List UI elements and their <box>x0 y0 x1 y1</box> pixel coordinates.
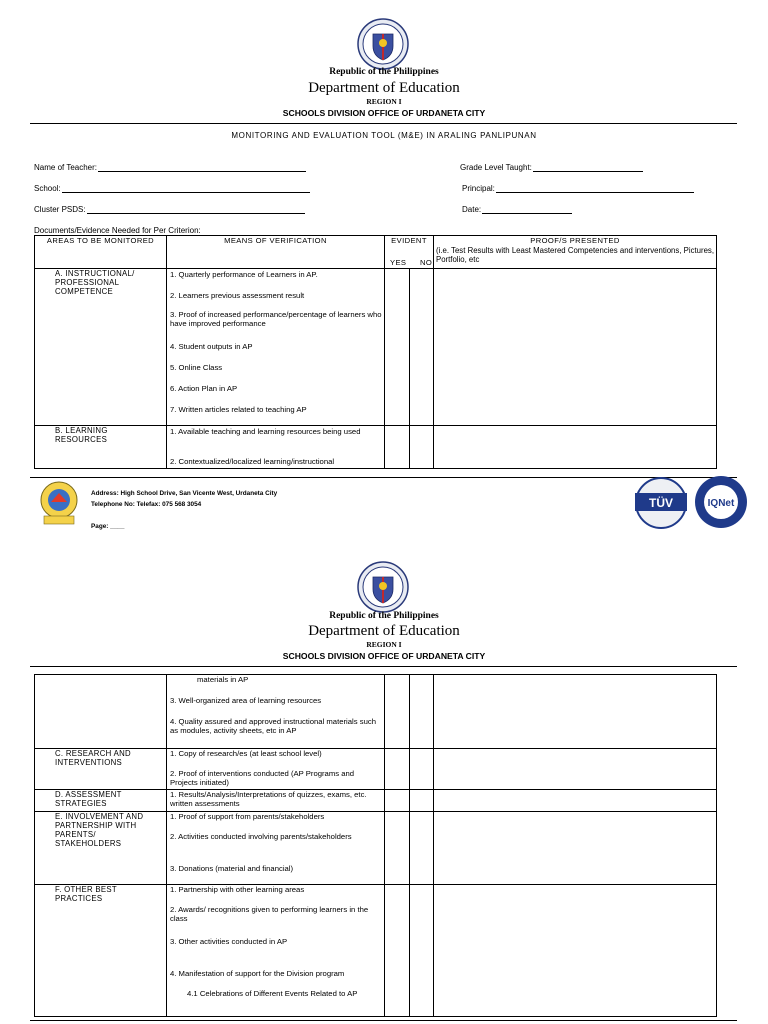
means-b-cell <box>167 426 385 469</box>
tool-title: MONITORING AND EVALUATION TOOL (M&E) IN ARALING PANLIPUNAN <box>231 131 537 140</box>
evident-header <box>385 236 434 269</box>
means-item: 3. Proof of increased performance/percentage of learners who have improved performance <box>170 310 382 328</box>
area-b-label: B. LEARNING RESOURCES <box>55 426 108 444</box>
principal-field[interactable] <box>462 184 694 193</box>
area-a-label: A. INSTRUCTIONAL/ PROFESSIONAL COMPETENCE <box>55 269 135 296</box>
means-item: 4. Manifestation of support for the Division program <box>170 969 345 978</box>
evident-label: EVIDENT <box>391 236 427 245</box>
area-f-cell <box>35 885 167 1017</box>
proofs-note: (i.e. Test Results with Least Mastered Competencies and interventions, Pictures, Portfolio, etc <box>436 245 714 264</box>
grade-level-line <box>533 163 643 172</box>
yes-checkbox-cell[interactable] <box>385 749 410 790</box>
proof-presented-cell[interactable] <box>434 812 717 885</box>
area-e-label: E. INVOLVEMENT AND PARTNERSHIP WITH PARENTS/ STAKEHOLDERS <box>55 812 144 848</box>
means-item: 2. Proof of interventions conducted (AP Programs and Projects initiated) <box>170 769 355 787</box>
yes-checkbox-cell[interactable] <box>385 812 410 885</box>
means-b-continued-cell <box>167 675 385 749</box>
telephone-text: Telephone No: Telefax: 075 568 3054 <box>91 501 202 508</box>
means-item: 4. Student outputs in AP <box>170 342 253 351</box>
area-a-cell <box>35 269 167 426</box>
yes-checkbox-cell[interactable] <box>385 885 410 1017</box>
means-item: 1. Partnership with other learning areas <box>170 885 305 894</box>
proof-presented-cell[interactable] <box>434 749 717 790</box>
no-checkbox-cell[interactable] <box>410 269 434 426</box>
svg-text:IQNet: IQNet <box>707 498 735 509</box>
school-label: School: <box>34 184 61 193</box>
area-c-cell <box>35 749 167 790</box>
means-item: materials in AP <box>197 675 249 684</box>
table-row <box>35 675 717 749</box>
yes-label: YES <box>390 258 407 267</box>
proof-presented-cell[interactable] <box>434 269 717 426</box>
means-item: 2. Contextualized/localized learning/instructional <box>170 457 335 466</box>
area-d-label: D. ASSESSMENT STRATEGIES <box>55 790 122 808</box>
yes-checkbox-cell[interactable] <box>385 269 410 426</box>
means-item: 2. Activities conducted involving parents/stakeholders <box>170 832 352 841</box>
footer-rule <box>30 1020 737 1021</box>
address-text: Address: High School Drive, San Vicente West, Urdaneta City <box>91 490 278 497</box>
cluster-psds-field[interactable] <box>34 205 305 214</box>
name-of-teacher-label: Name of Teacher: <box>34 163 97 172</box>
area-b-cell <box>35 426 167 469</box>
grade-level-field[interactable] <box>460 163 643 172</box>
monitoring-table-page1 <box>34 235 717 469</box>
principal-line <box>496 184 694 193</box>
means-e-cell <box>167 812 385 885</box>
means-d-cell <box>167 790 385 812</box>
table-row <box>35 269 717 426</box>
division-logo-icon <box>36 480 82 526</box>
tuv-iso-certified-logo-icon <box>631 477 691 529</box>
department-title: Department of Education <box>308 623 460 639</box>
table-row <box>35 812 717 885</box>
table-row <box>35 749 717 790</box>
deped-seal-icon <box>357 18 409 70</box>
means-item: 7. Written articles related to teaching AP <box>170 405 307 414</box>
page-number-text: Page: ____ <box>91 523 125 530</box>
area-d-cell <box>35 790 167 812</box>
proof-presented-cell[interactable] <box>434 885 717 1017</box>
deped-seal-icon <box>357 561 409 613</box>
documents-needed-text: Documents/Evidence Needed for Per Criterion: <box>34 226 201 235</box>
means-a-cell <box>167 269 385 426</box>
means-item: 1. Available teaching and learning resources being used <box>170 427 361 436</box>
no-checkbox-cell[interactable] <box>410 675 434 749</box>
area-c-label: C. RESEARCH AND INTERVENTIONS <box>55 749 131 767</box>
school-field[interactable] <box>34 184 310 193</box>
means-item: 1. Results/Analysis/Interpretations of quizzes, exams, etc. written assessments <box>170 790 367 808</box>
means-item: 1. Quarterly performance of Learners in AP. <box>170 270 318 279</box>
date-label: Date: <box>462 205 482 214</box>
division-text: SCHOOLS DIVISION OFFICE OF URDANETA CITY <box>282 108 486 118</box>
date-line <box>482 205 572 214</box>
table-header-row <box>35 236 717 269</box>
monitoring-table-page2 <box>34 674 717 1017</box>
department-title: Department of Education <box>308 80 460 96</box>
no-checkbox-cell[interactable] <box>410 749 434 790</box>
areas-header: AREAS TO BE MONITORED <box>35 236 167 269</box>
date-field[interactable] <box>462 205 572 214</box>
table-row <box>35 426 717 469</box>
means-header: MEANS OF VERIFICATION <box>167 236 385 269</box>
no-checkbox-cell[interactable] <box>410 790 434 812</box>
means-item: 3. Other activities conducted in AP <box>170 937 288 946</box>
proof-presented-cell[interactable] <box>434 790 717 812</box>
no-checkbox-cell[interactable] <box>410 812 434 885</box>
region-text: REGION I <box>366 640 402 649</box>
means-item: 2. Learners previous assessment result <box>170 291 305 300</box>
name-of-teacher-field[interactable] <box>34 163 306 172</box>
means-f-cell <box>167 885 385 1017</box>
school-line <box>62 184 310 193</box>
means-item: 3. Donations (material and financial) <box>170 864 294 873</box>
division-text: SCHOOLS DIVISION OFFICE OF URDANETA CITY <box>282 651 486 661</box>
means-c-cell <box>167 749 385 790</box>
table-row <box>35 885 717 1017</box>
republic-text: Republic of the Philippines <box>329 67 439 77</box>
yes-checkbox-cell[interactable] <box>385 675 410 749</box>
area-e-cell <box>35 812 167 885</box>
header-rule <box>30 123 737 124</box>
area-f-label: F. OTHER BEST PRACTICES <box>55 885 117 903</box>
no-checkbox-cell[interactable] <box>410 426 434 469</box>
proof-presented-cell[interactable] <box>434 426 717 469</box>
cluster-psds-line <box>87 205 305 214</box>
means-item: 4. Quality assured and approved instructional materials such as modules, activity sheets, etc in AP <box>170 717 376 735</box>
means-item: 5. Online Class <box>170 363 223 372</box>
area-b-continued-cell <box>35 675 167 749</box>
means-item: 1. Proof of support from parents/stakeholders <box>170 812 325 821</box>
header-rule <box>30 666 737 667</box>
means-item: 3. Well-organized area of learning resources <box>170 696 322 705</box>
means-item: 4.1 Celebrations of Different Events Related to AP <box>187 989 358 998</box>
republic-text: Republic of the Philippines <box>329 611 439 621</box>
svg-text:TÜV: TÜV <box>649 496 673 510</box>
cluster-psds-label: Cluster PSDS: <box>34 205 86 214</box>
means-item: 6. Action Plan in AP <box>170 384 238 393</box>
proofs-header <box>434 236 717 269</box>
no-label: NO <box>420 258 433 267</box>
region-text: REGION I <box>366 97 402 106</box>
grade-level-label: Grade Level Taught: <box>460 163 532 172</box>
yes-checkbox-cell[interactable] <box>385 426 410 469</box>
means-item: 2. Awards/ recognitions given to performing learners in the class <box>170 905 369 923</box>
proof-presented-cell[interactable] <box>434 675 717 749</box>
no-checkbox-cell[interactable] <box>410 885 434 1017</box>
name-of-teacher-line <box>98 163 306 172</box>
iqnet-certified-logo-icon <box>694 475 748 529</box>
yes-checkbox-cell[interactable] <box>385 790 410 812</box>
table-row <box>35 790 717 812</box>
proofs-label: PROOF/S PRESENTED <box>530 236 620 245</box>
principal-label: Principal: <box>462 184 495 193</box>
means-item: 1. Copy of research/es (at least school level) <box>170 749 322 758</box>
